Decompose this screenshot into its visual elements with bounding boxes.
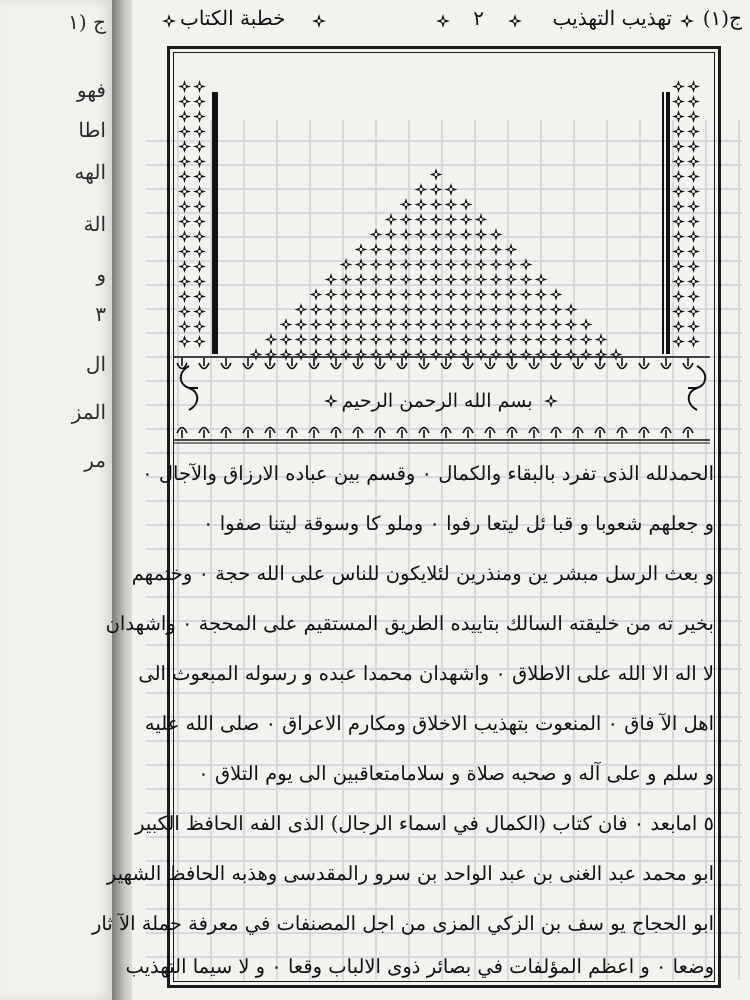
star-ornament-icon xyxy=(415,183,428,196)
star-ornament-icon xyxy=(565,318,578,331)
star-ornament-icon xyxy=(672,335,685,348)
star-ornament-icon xyxy=(535,318,548,331)
star-ornament-icon xyxy=(672,215,685,228)
star-ornament-icon xyxy=(445,333,458,346)
star-ornament-icon xyxy=(370,288,383,301)
star-ornament-icon xyxy=(672,125,685,138)
star-ornament-icon xyxy=(544,394,560,410)
star-ornament-icon xyxy=(475,228,488,241)
star-ornament-icon xyxy=(385,273,398,286)
star-ornament-icon xyxy=(687,245,700,258)
star-ornament-icon xyxy=(355,303,368,316)
star-ornament-icon xyxy=(520,333,533,346)
star-ornament-icon xyxy=(687,320,700,333)
star-ornament-icon xyxy=(193,260,206,273)
text-line: بخير ته من خليقته السالك بتاييده الطريق المستقيم على المحجة ٠ واشهدان xyxy=(105,612,714,635)
star-ornament-icon xyxy=(687,260,700,273)
star-ornament-icon xyxy=(535,333,548,346)
star-ornament-icon xyxy=(178,110,191,123)
star-ornament-icon xyxy=(178,335,191,348)
star-ornament-icon xyxy=(672,80,685,93)
star-ornament-icon xyxy=(505,303,518,316)
star-ornament-icon xyxy=(415,258,428,271)
star-ornament-icon xyxy=(436,14,450,28)
star-ornament-icon xyxy=(162,14,176,28)
star-ornament-icon xyxy=(193,140,206,153)
star-ornament-icon xyxy=(178,185,191,198)
star-ornament-icon xyxy=(340,303,353,316)
star-ornament-icon xyxy=(505,258,518,271)
star-ornament-icon xyxy=(475,318,488,331)
star-ornament-icon xyxy=(400,198,413,211)
star-ornament-icon xyxy=(340,318,353,331)
book-title: تهذيب التهذيب xyxy=(552,6,672,30)
star-ornament-icon xyxy=(430,288,443,301)
previous-page-fragment: ال xyxy=(85,352,106,376)
star-ornament-icon xyxy=(687,290,700,303)
star-ornament-icon xyxy=(193,275,206,288)
star-ornament-icon xyxy=(178,290,191,303)
star-ornament-icon xyxy=(445,288,458,301)
star-ornament-icon xyxy=(385,243,398,256)
text-line: ابو محمد عبد الغنى بن عبد الواحد بن سرو رالمقدسى وهذبه الحافظ الشهير xyxy=(106,862,714,885)
star-ornament-icon xyxy=(687,80,700,93)
star-ornament-icon xyxy=(460,318,473,331)
star-ornament-icon xyxy=(193,200,206,213)
star-ornament-icon xyxy=(355,258,368,271)
star-ornament-icon xyxy=(325,333,338,346)
star-ornament-icon xyxy=(193,305,206,318)
star-ornament-icon xyxy=(505,333,518,346)
star-ornament-icon xyxy=(445,213,458,226)
star-ornament-icon xyxy=(687,215,700,228)
star-ornament-icon xyxy=(490,288,503,301)
star-ornament-icon xyxy=(475,303,488,316)
star-ornament-icon xyxy=(460,333,473,346)
star-ornament-icon xyxy=(430,213,443,226)
star-ornament-icon xyxy=(672,290,685,303)
star-ornament-icon xyxy=(505,243,518,256)
star-ornament-icon xyxy=(672,260,685,273)
star-ornament-icon xyxy=(370,318,383,331)
text-line: اهل الآ فاق ٠ المنعوت بتهذيب الاخلاق ومكارم الاعراق ٠ صلى الله عليه xyxy=(144,712,714,735)
star-ornament-icon xyxy=(193,185,206,198)
star-ornament-icon xyxy=(445,273,458,286)
star-ornament-icon xyxy=(400,318,413,331)
star-ornament-icon xyxy=(178,95,191,108)
star-ornament-icon xyxy=(687,230,700,243)
star-ornament-icon xyxy=(295,303,308,316)
star-ornament-icon xyxy=(445,303,458,316)
star-ornament-icon xyxy=(535,303,548,316)
star-ornament-icon xyxy=(475,288,488,301)
star-ornament-icon xyxy=(415,288,428,301)
star-ornament-icon xyxy=(193,155,206,168)
star-ornament-icon xyxy=(475,333,488,346)
star-ornament-icon xyxy=(580,318,593,331)
star-ornament-icon xyxy=(490,228,503,241)
star-ornament-icon xyxy=(672,110,685,123)
star-ornament-icon xyxy=(520,258,533,271)
star-ornament-icon xyxy=(687,155,700,168)
star-ornament-icon xyxy=(370,243,383,256)
star-ornament-icon xyxy=(508,14,522,28)
star-ornament-icon xyxy=(178,200,191,213)
star-ornament-icon xyxy=(580,333,593,346)
star-ornament-icon xyxy=(415,333,428,346)
star-ornament-icon xyxy=(385,258,398,271)
star-ornament-icon xyxy=(460,198,473,211)
star-ornament-icon xyxy=(445,183,458,196)
star-ornament-icon xyxy=(370,258,383,271)
star-ornament-icon xyxy=(687,185,700,198)
star-ornament-icon xyxy=(520,288,533,301)
star-ornament-icon xyxy=(385,333,398,346)
text-line: و جعلهم شعوبا و قبا ئل ليتعا رفوا ٠ وملو كا وسوقة ليتنا صفوا ٠ xyxy=(203,512,714,535)
star-ornament-icon xyxy=(520,273,533,286)
star-ornament-icon xyxy=(672,140,685,153)
text-line: و سلم و على آله و صحبه صلاة و سلامامتعاقبين الى يوم التلاق ٠ xyxy=(198,762,714,785)
star-ornament-icon xyxy=(355,288,368,301)
star-ornament-icon xyxy=(193,170,206,183)
star-ornament-icon xyxy=(193,320,206,333)
star-ornament-icon xyxy=(385,213,398,226)
star-ornament-icon xyxy=(460,258,473,271)
star-ornament-icon xyxy=(265,333,278,346)
star-ornament-icon xyxy=(385,228,398,241)
star-ornament-icon xyxy=(310,303,323,316)
star-ornament-icon xyxy=(340,258,353,271)
star-ornament-icon xyxy=(340,273,353,286)
star-ornament-icon xyxy=(355,318,368,331)
star-ornament-icon xyxy=(460,288,473,301)
star-ornament-icon xyxy=(460,243,473,256)
star-ornament-icon xyxy=(415,213,428,226)
star-ornament-icon xyxy=(460,228,473,241)
star-ornament-icon xyxy=(672,155,685,168)
star-ornament-icon xyxy=(400,258,413,271)
star-ornament-icon xyxy=(178,140,191,153)
star-ornament-icon xyxy=(310,318,323,331)
star-ornament-icon xyxy=(340,333,353,346)
star-ornament-icon xyxy=(490,333,503,346)
star-ornament-icon xyxy=(445,198,458,211)
previous-page-fragment: الة xyxy=(83,212,106,236)
star-ornament-icon xyxy=(430,258,443,271)
star-ornament-icon xyxy=(178,245,191,258)
text-line: ٥ امابعد ٠ فان كتاب (الكمال في اسماء الرجال) الذى الفه الحافظ الكبير xyxy=(135,812,714,835)
star-ornament-icon xyxy=(312,14,326,28)
star-ornament-icon xyxy=(430,333,443,346)
star-ornament-icon xyxy=(445,228,458,241)
star-ornament-icon xyxy=(672,200,685,213)
page-number: ٢ xyxy=(473,6,484,30)
geometric-ornament xyxy=(172,72,710,372)
star-ornament-icon xyxy=(475,273,488,286)
star-ornament-icon xyxy=(490,303,503,316)
star-ornament-icon xyxy=(430,198,443,211)
star-ornament-icon xyxy=(687,170,700,183)
star-ornament-icon xyxy=(400,228,413,241)
star-ornament-icon xyxy=(385,318,398,331)
star-ornament-icon xyxy=(490,258,503,271)
star-ornament-icon xyxy=(687,200,700,213)
star-ornament-icon xyxy=(400,333,413,346)
star-ornament-icon xyxy=(687,140,700,153)
star-ornament-icon xyxy=(325,318,338,331)
star-ornament-icon xyxy=(595,333,608,346)
star-ornament-icon xyxy=(178,305,191,318)
star-ornament-icon xyxy=(475,213,488,226)
star-ornament-icon xyxy=(355,333,368,346)
previous-page-fragment: فهو xyxy=(76,78,106,102)
star-ornament-icon xyxy=(415,273,428,286)
star-ornament-icon xyxy=(193,110,206,123)
star-ornament-icon xyxy=(415,243,428,256)
star-ornament-icon xyxy=(370,273,383,286)
star-ornament-icon xyxy=(565,333,578,346)
star-ornament-icon xyxy=(370,303,383,316)
star-ornament-icon xyxy=(415,303,428,316)
star-ornament-icon xyxy=(193,215,206,228)
star-ornament-icon xyxy=(505,318,518,331)
star-ornament-icon xyxy=(193,230,206,243)
previous-page-header: ج (١ xyxy=(68,10,106,34)
star-ornament-icon xyxy=(687,110,700,123)
star-ornament-icon xyxy=(178,125,191,138)
volume-label: ج(١) xyxy=(702,6,742,30)
star-ornament-icon xyxy=(505,288,518,301)
section-title: خطبة الكتاب xyxy=(180,6,286,30)
star-ornament-icon xyxy=(178,80,191,93)
star-ornament-icon xyxy=(672,170,685,183)
vine-border-bottom xyxy=(174,420,710,444)
text-line: و بعث الرسل مبشر ين ومنذرين لئلايكون للناس على الله حجة ٠ وختمهم xyxy=(131,562,714,585)
star-ornament-icon xyxy=(355,273,368,286)
star-ornament-icon xyxy=(430,183,443,196)
star-ornament-icon xyxy=(385,288,398,301)
star-ornament-icon xyxy=(687,305,700,318)
previous-page-fragment: اطا xyxy=(78,118,106,142)
star-ornament-icon xyxy=(415,318,428,331)
star-ornament-icon xyxy=(310,333,323,346)
star-ornament-icon xyxy=(535,288,548,301)
star-ornament-icon xyxy=(178,170,191,183)
star-ornament-icon xyxy=(415,198,428,211)
text-line: لا اله الا الله على الاطلاق ٠ واشهدان محمدا عبده و رسوله المبعوث الى xyxy=(138,662,714,685)
star-ornament-icon xyxy=(687,335,700,348)
star-ornament-icon xyxy=(565,303,578,316)
star-ornament-icon xyxy=(460,303,473,316)
star-ornament-icon xyxy=(355,243,368,256)
star-ornament-icon xyxy=(687,275,700,288)
star-ornament-icon xyxy=(280,333,293,346)
star-ornament-icon xyxy=(490,243,503,256)
star-ornament-icon xyxy=(400,303,413,316)
star-ornament-icon xyxy=(400,213,413,226)
star-ornament-icon xyxy=(430,228,443,241)
star-ornament-icon xyxy=(672,95,685,108)
star-ornament-icon xyxy=(672,320,685,333)
star-ornament-icon xyxy=(672,185,685,198)
star-ornament-icon xyxy=(193,95,206,108)
text-line: وضعا ٠ و اعظم المؤلفات في بصائر ذوى الالباب وقعا ٠ و لا سيما التهذيب xyxy=(125,955,714,978)
star-ornament-icon xyxy=(672,305,685,318)
previous-page-fragment: ٣ xyxy=(95,302,106,326)
star-ornament-icon xyxy=(672,245,685,258)
previous-page-fragment: مر xyxy=(84,448,106,472)
star-ornament-icon xyxy=(400,273,413,286)
previous-page-fragment: الهه xyxy=(74,160,106,184)
book-gutter xyxy=(112,0,134,1000)
star-ornament-icon xyxy=(520,303,533,316)
star-ornament-icon xyxy=(178,260,191,273)
star-ornament-icon xyxy=(178,230,191,243)
text-line: الحمدلله الذى تفرد بالبقاء والكمال ٠ وقسم بين عباده الارزاق والآجال ٠ xyxy=(142,462,714,485)
previous-page-fragment: و xyxy=(96,262,106,286)
star-ornament-icon xyxy=(505,273,518,286)
star-ornament-icon xyxy=(680,14,694,28)
star-ornament-icon xyxy=(445,318,458,331)
star-ornament-icon xyxy=(550,318,563,331)
star-ornament-icon xyxy=(672,275,685,288)
running-header xyxy=(162,4,742,38)
star-ornament-icon xyxy=(295,318,308,331)
star-ornament-icon xyxy=(370,228,383,241)
star-ornament-icon xyxy=(687,95,700,108)
text-line: ابو الحجاج يو سف بن الزكي المزى من اجل المصنفات في معرفة حملة الآ ثار xyxy=(91,912,714,935)
star-ornament-icon xyxy=(460,213,473,226)
previous-page-fragment: المز xyxy=(71,400,106,424)
star-ornament-icon xyxy=(178,155,191,168)
star-ornament-icon xyxy=(400,288,413,301)
star-ornament-icon xyxy=(535,273,548,286)
star-ornament-icon xyxy=(178,275,191,288)
star-ornament-icon xyxy=(430,273,443,286)
star-ornament-icon xyxy=(193,125,206,138)
star-ornament-icon xyxy=(325,303,338,316)
star-ornament-icon xyxy=(520,318,533,331)
star-ornament-icon xyxy=(475,243,488,256)
star-ornament-icon xyxy=(475,258,488,271)
star-ornament-icon xyxy=(490,318,503,331)
star-ornament-icon xyxy=(325,273,338,286)
star-ornament-icon xyxy=(340,288,353,301)
star-ornament-icon xyxy=(430,318,443,331)
star-ornament-icon xyxy=(430,303,443,316)
star-ornament-icon xyxy=(178,215,191,228)
basmala: بسم الله الرحمن الرحيم xyxy=(341,390,533,412)
star-ornament-icon xyxy=(430,168,443,181)
star-ornament-icon xyxy=(370,333,383,346)
star-ornament-icon xyxy=(687,125,700,138)
vine-border-top xyxy=(174,354,710,376)
star-ornament-icon xyxy=(193,80,206,93)
star-ornament-icon xyxy=(400,243,413,256)
star-ornament-icon xyxy=(325,288,338,301)
star-ornament-icon xyxy=(460,273,473,286)
star-ornament-icon xyxy=(550,303,563,316)
star-ornament-icon xyxy=(672,230,685,243)
previous-page-edge xyxy=(0,0,113,1000)
star-ornament-icon xyxy=(295,333,308,346)
star-ornament-icon xyxy=(193,245,206,258)
star-ornament-icon xyxy=(415,228,428,241)
star-ornament-icon xyxy=(193,335,206,348)
star-ornament-icon xyxy=(280,318,293,331)
star-ornament-icon xyxy=(550,288,563,301)
star-ornament-icon xyxy=(430,243,443,256)
star-ornament-icon xyxy=(385,303,398,316)
star-ornament-icon xyxy=(178,320,191,333)
star-ornament-icon xyxy=(550,333,563,346)
star-ornament-icon xyxy=(490,273,503,286)
star-ornament-icon xyxy=(193,290,206,303)
star-ornament-icon xyxy=(310,288,323,301)
star-ornament-icon xyxy=(445,258,458,271)
star-ornament-icon xyxy=(445,243,458,256)
